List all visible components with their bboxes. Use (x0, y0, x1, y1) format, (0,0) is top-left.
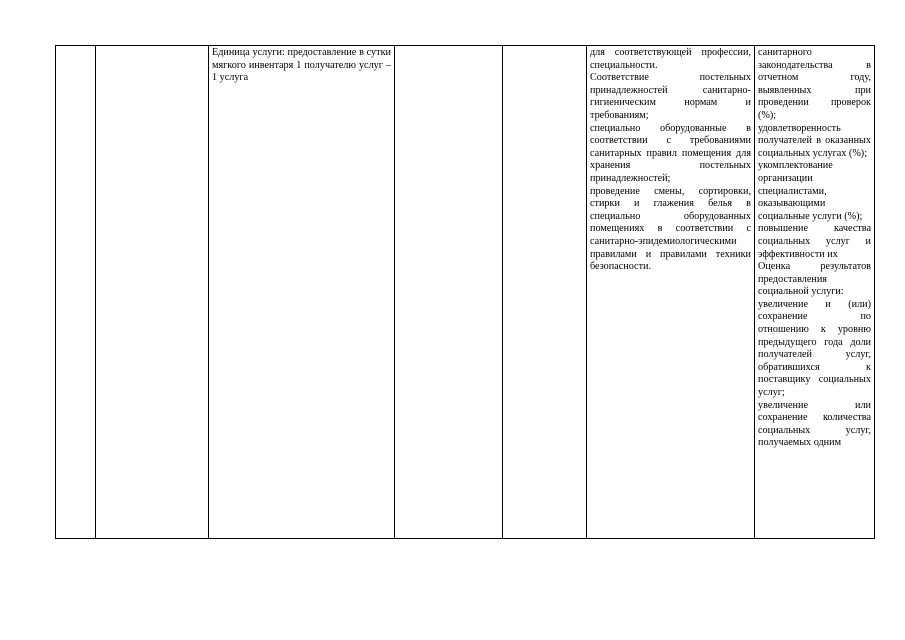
table-row (56, 46, 875, 539)
requirements-para: проведение смены, сортировки, стирки и глажения белья в специально оборудованных помещениях в соответствии с санитарно-эпидемиологическими правилами и правилами техники безопасности. (590, 185, 751, 273)
indicators-para: увеличение и (или) сохранение по отношению к уровню предыдущего года доли получателей услуг, обратившихся к поставщику социальных услуг; (758, 298, 871, 399)
cell-empty-4 (395, 46, 503, 539)
indicators-para: укомплектование организации специалистами, оказывающими социальные услуги (%); (758, 160, 863, 222)
cell-indicators (755, 46, 875, 539)
requirements-para: специально оборудованные в соответствии с требованиями санитарных правил помещения для хранения постельных принадлежностей; (590, 122, 751, 184)
indicators-para: повышение качества социальных услуг и эффективности их (758, 223, 871, 260)
requirements-para: для соответствующей профессии, специальности. (590, 47, 751, 71)
service-unit-text: Единица услуги: предоставление в сутки мягкого инвентаря 1 получателю услуг – 1 услуга (212, 47, 391, 84)
cell-empty-5 (503, 46, 587, 539)
requirements-para: Соответствие постельных принадлежностей санитарно-гигиеническим нормам и требованиям; (590, 72, 751, 121)
cell-requirements (587, 46, 755, 539)
indicators-para: санитарного законодательства в отчетном году, выявленных при проведении проверок (%); (758, 47, 871, 121)
indicators-para: Оценка результатов предоставления социальной услуги: (758, 261, 871, 298)
standards-table (55, 45, 875, 539)
cell-number (56, 46, 96, 539)
indicators-para: удовлетворенность получателей в оказанных социальных услугах (%); (758, 122, 871, 159)
cell-service-name (96, 46, 209, 539)
cell-service-unit (209, 46, 395, 539)
indicators-para: увеличение или сохранение количества социальных услуг, получаемых одним (758, 399, 871, 449)
